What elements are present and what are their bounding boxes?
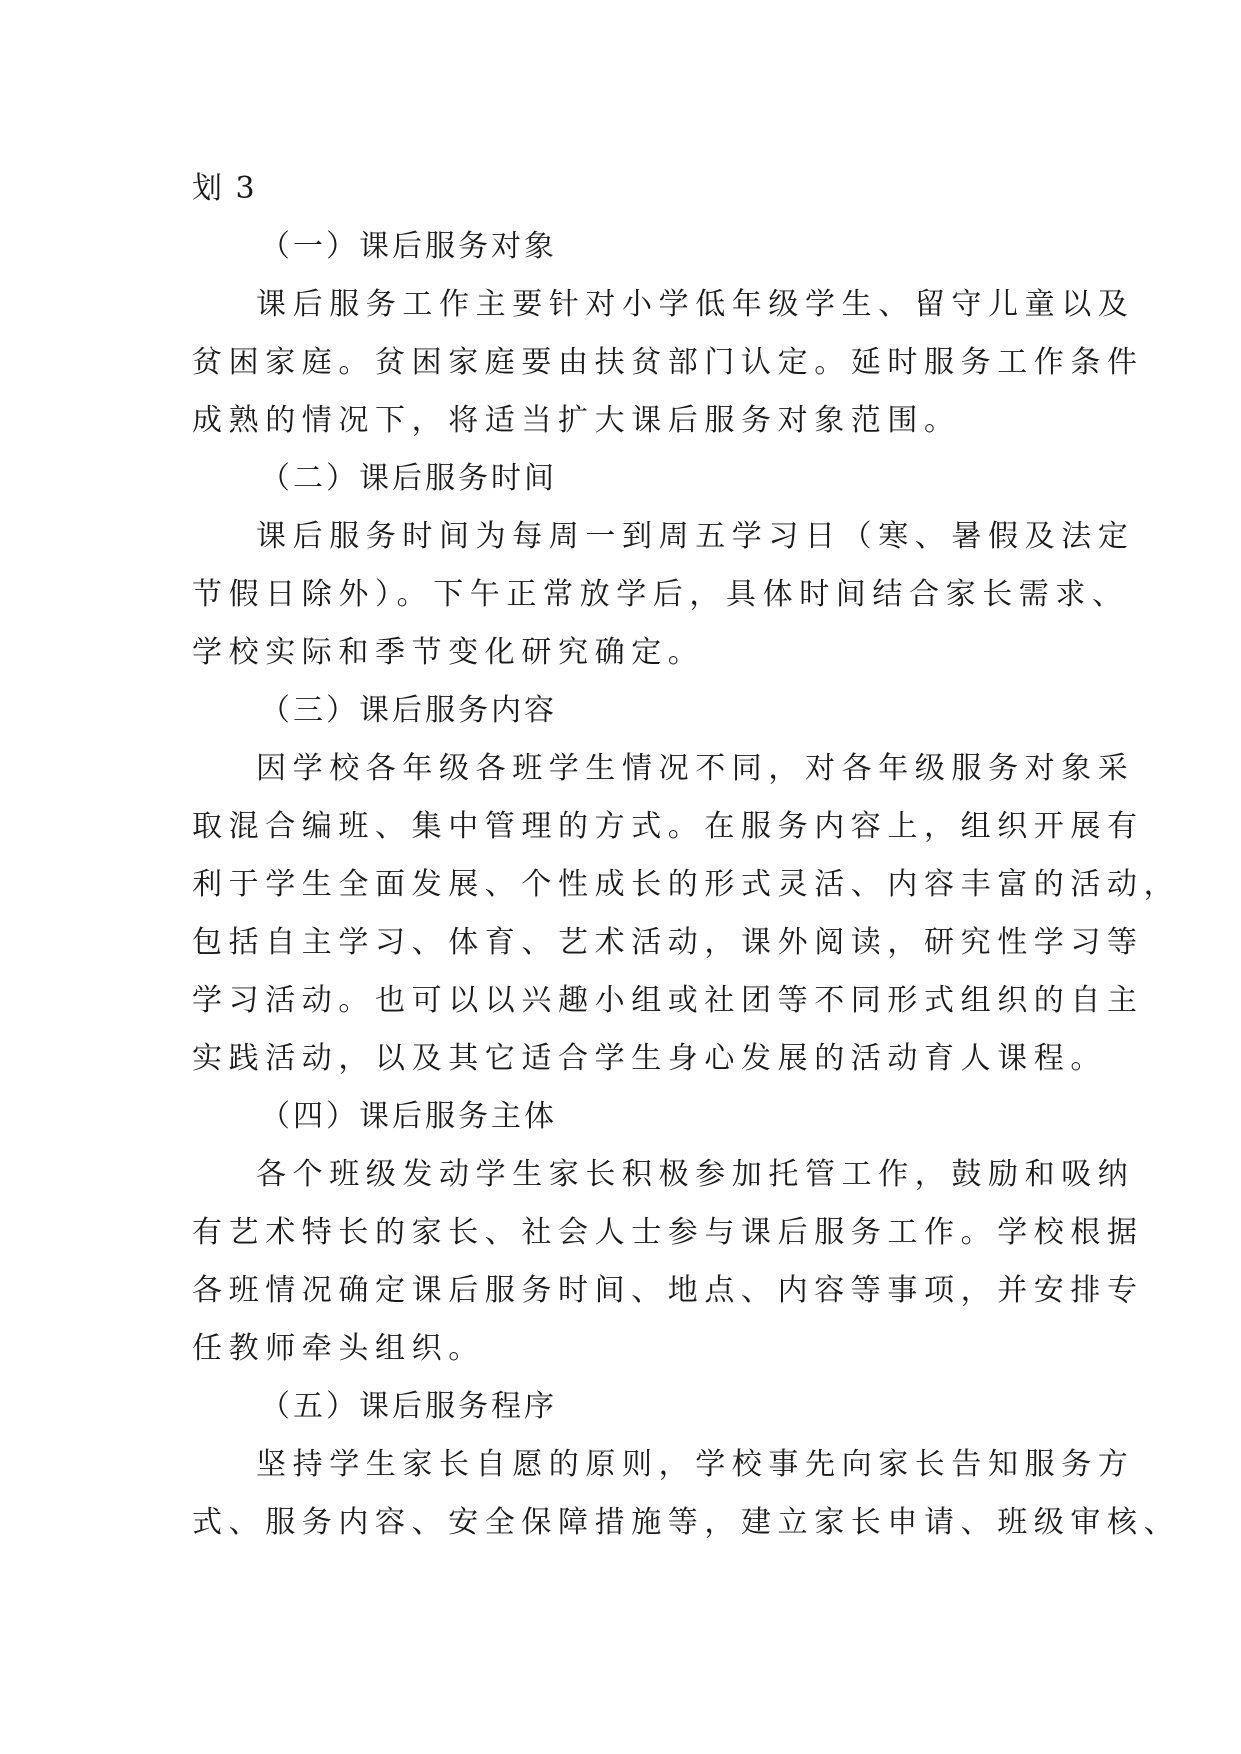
section-heading: （五）课后服务程序 bbox=[260, 1389, 557, 1424]
paragraph-line: 取混合编班、集中管理的方式。在服务内容上，组织开展有 bbox=[192, 809, 1144, 844]
section-heading: （一）课后服务对象 bbox=[260, 229, 557, 264]
paragraph-line: 课后服务时间为每周一到周五学习日（寒、暑假及法定 bbox=[256, 519, 1135, 554]
section-1 bbox=[192, 218, 1144, 450]
section-heading: （二）课后服务时间 bbox=[260, 461, 557, 496]
section-3 bbox=[192, 682, 1181, 1088]
continued-fragment: 划 3 bbox=[192, 171, 257, 206]
paragraph-line: 有艺术特长的家长、社会人士参与课后服务工作。学校根据 bbox=[192, 1215, 1144, 1250]
paragraph-line: 成熟的情况下，将适当扩大课后服务对象范围。 bbox=[192, 403, 961, 438]
section-4 bbox=[192, 1088, 1144, 1378]
paragraph-line: 实践活动，以及其它适合学生身心发展的活动育人课程。 bbox=[192, 1041, 1107, 1076]
section-2 bbox=[192, 450, 1135, 682]
document-page bbox=[192, 160, 1181, 1552]
paragraph-line: 课后服务工作主要针对小学低年级学生、留守儿童以及 bbox=[256, 287, 1135, 322]
section-heading: （四）课后服务主体 bbox=[260, 1099, 557, 1134]
paragraph-line: 因学校各年级各班学生情况不同，对各年级服务对象采 bbox=[256, 751, 1135, 786]
paragraph-line: 式、服务内容、安全保障措施等，建立家长申请、班级审核、 bbox=[192, 1505, 1181, 1540]
paragraph-line: 任教师牵头组织。 bbox=[192, 1331, 485, 1366]
paragraph-line: 坚持学生家长自愿的原则，学校事先向家长告知服务方 bbox=[256, 1447, 1135, 1482]
paragraph-line: 包括自主学习、体育、艺术活动，课外阅读，研究性学习等 bbox=[192, 925, 1144, 960]
section-5 bbox=[192, 1378, 1181, 1552]
paragraph-line: 学校实际和季节变化研究确定。 bbox=[192, 635, 705, 670]
paragraph-line: 各个班级发动学生家长积极参加托管工作，鼓励和吸纳 bbox=[256, 1157, 1135, 1192]
paragraph-line: 节假日除外）。下午正常放学后，具体时间结合家长需求、 bbox=[192, 577, 1129, 612]
paragraph-line: 各班情况确定课后服务时间、地点、内容等事项，并安排专 bbox=[192, 1273, 1144, 1308]
paragraph-line: 利于学生全面发展、个性成长的形式灵活、内容丰富的活动， bbox=[192, 867, 1181, 902]
paragraph-line: 贫困家庭。贫困家庭要由扶贫部门认定。延时服务工作条件 bbox=[192, 345, 1144, 380]
paragraph-line: 学习活动。也可以以兴趣小组或社团等不同形式组织的自主 bbox=[192, 983, 1144, 1018]
section-heading: （三）课后服务内容 bbox=[260, 693, 557, 728]
